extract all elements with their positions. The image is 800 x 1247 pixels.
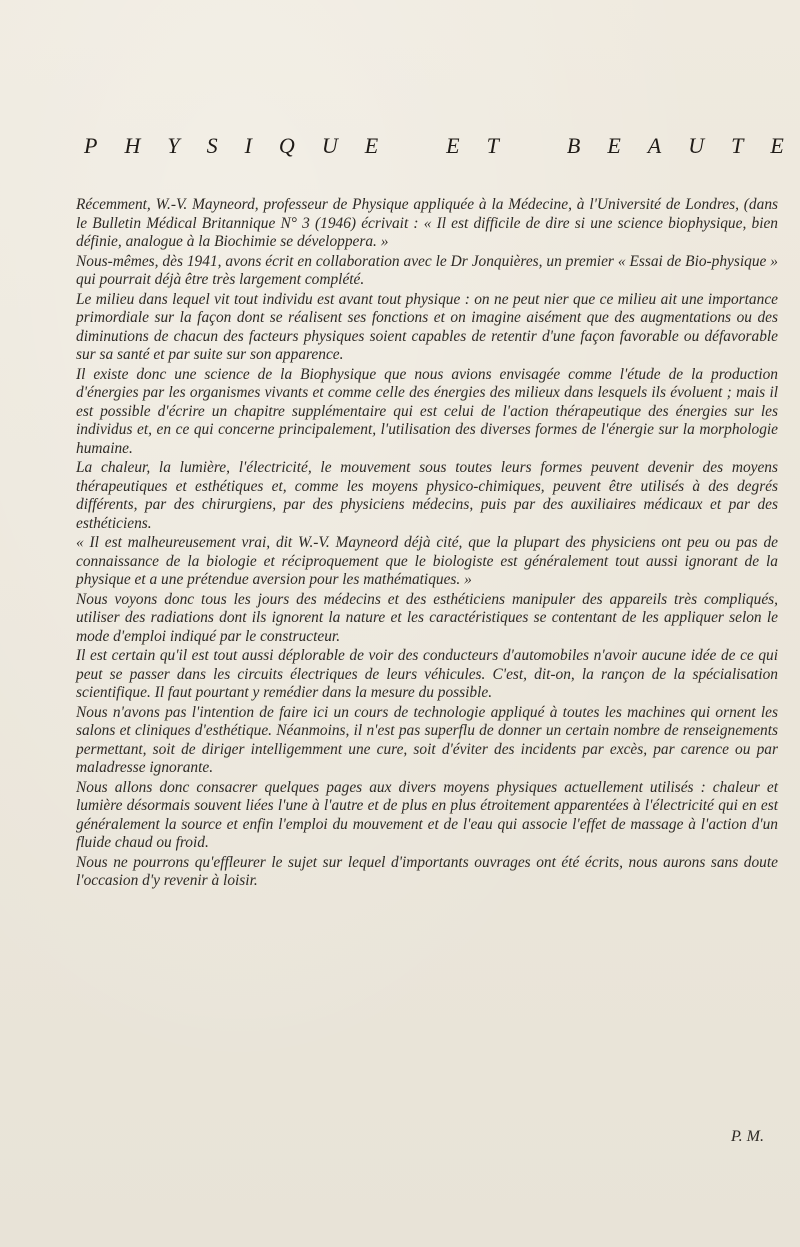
paragraph: La chaleur, la lumière, l'électricité, le mouvement sous toutes leurs formes peuvent devenir des moyens thérapeutiques et esthétiques et, comme les moyens physico-chimiques, peuvent être utilisés à des degrés différents, par des chirurgiens, par des physiciens médecins, puis par des auxiliaires médicaux et par des esthéticiens. [76, 459, 778, 532]
paragraph: « Il est malheureusement vrai, dit W.-V. Mayneord déjà cité, que la plupart des physiciens ont peu ou pas de connaissance de la biologie et réciproquement que le biologiste est généralement tout aussi ignorant de la physique et a une prétendue aversion pour les mathématiques. » [76, 534, 778, 588]
title-letter: B [566, 133, 581, 158]
title-letter: P [84, 133, 98, 158]
author-signature: P. M. [730, 1128, 764, 1145]
paragraph: Récemment, W.-V. Mayneord, professeur de Physique appliquée à la Médecine, à l'Université de Londres, (dans le Bulletin Médical Britannique N° 3 (1946) écrivait : « Il est difficile de dire si une science biophysique, bien définie, analogue à la Biochimie se développera. » [76, 196, 778, 250]
title-letter: A [647, 133, 662, 158]
title-letter: S [206, 133, 218, 158]
title-letter: T [731, 133, 744, 158]
paragraph: Il est certain qu'il est tout aussi déplorable de voir des conducteurs d'automobiles n'avoir aucune idée de ce qui peut se passer dans les circuits électriques de leurs véhicules. C'est, dit-on, la rançon de la spécialisation scientifique. Il faut pourtant y remédier dans la mesure du possible. [76, 647, 778, 701]
paragraph: Nous n'avons pas l'intention de faire ici un cours de technologie appliqué à toutes les machines qui ornent les salons et cliniques d'esthétique. Néanmoins, il n'est pas superflu de donner un certain nombre de renseignements permettant, soit de diriger intelligemment une cure, soit d'éviter des incidents par excès, par carence ou par maladresse ignorante. [76, 703, 778, 776]
paragraph: Nous ne pourrons qu'effleurer le sujet sur lequel d'importants ouvrages ont été écrits, nous aurons sans doute l'occasion d'y revenir à loisir. [76, 853, 778, 889]
paragraph: Il existe donc une science de la Biophysique que nous avions envisagée comme l'étude de la production d'énergies par les organismes vivants et comme celle des énergies des milieux dans lesquels ils évoluent ; mais il est possible d'écrire un chapitre supplémentaire qui est celui de l'action thérapeutique des énergies sur les individus et, en ce qui concerne principalement, l'utilisation des diverses formes de l'énergie sur la morphologie humaine. [76, 365, 778, 457]
article-body [76, 196, 778, 892]
paragraph: Nous voyons donc tous les jours des médecins et des esthéticiens manipuler des appareils très compliqués, utiliser des radiations dont ils ignorent la nature et les caractéristiques se contentant de les appliquer selon le mode d'emploi indiqué par le constructeur. [76, 590, 778, 645]
title-letter: E [607, 133, 621, 158]
article-title [84, 130, 784, 162]
title-letter: U [321, 133, 338, 158]
paragraph: Nous allons donc consacrer quelques pages aux divers moyens physiques actuellement utilisés : chaleur et lumière désormais souvent liées l'une à l'autre et de plus en plus étroitement apparentées à l'électricité qui en est généralement la source et enfin l'emploi du mouvement et de l'eau qui associe l'effet de massage à l'action d'un fluide chaud ou froid. [76, 778, 778, 851]
title-letter: Y [167, 133, 180, 158]
title-letter: Q [278, 133, 295, 158]
title-letter: E [364, 133, 379, 158]
title-letter: E [770, 133, 784, 158]
title-letter: E [446, 133, 460, 158]
title-letter: H [124, 133, 141, 158]
title-letter: T [486, 133, 499, 158]
title-letter: U [688, 133, 705, 158]
paragraph: Nous-mêmes, dès 1941, avons écrit en collaboration avec le Dr Jonquières, un premier « Essai de Bio-physique » qui pourrait déjà être très largement complété. [76, 252, 778, 288]
paragraph: Le milieu dans lequel vit tout individu est avant tout physique : on ne peut nier que ce milieu ait une importance primordiale sur la façon dont se réalisent ses fonctions et on imagine aisément que des augmentations ou des diminutions de chacun des facteurs physiques soient capables de retentir d'une façon favorable ou défavorable sur sa santé et par suite sur son apparence. [76, 290, 778, 363]
title-letter: I [244, 133, 252, 158]
